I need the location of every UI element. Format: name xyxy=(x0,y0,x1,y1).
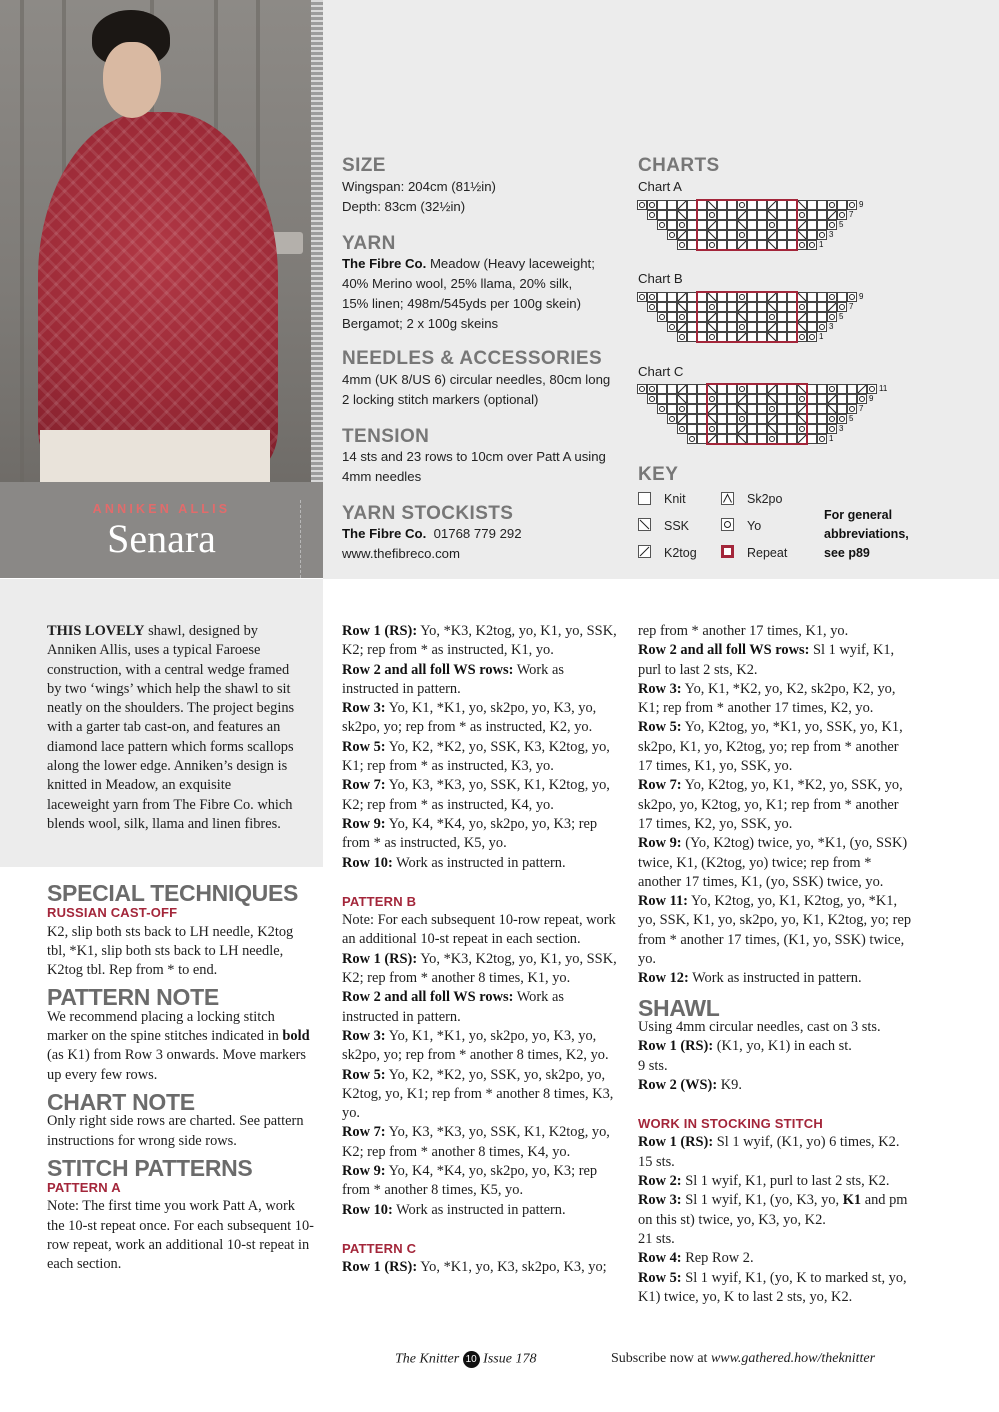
chart-row-number: 3 xyxy=(829,230,834,239)
chart-cell xyxy=(797,210,807,220)
pattern-row: Row 1 (RS): Yo, *K3, K2tog, yo, K1, yo, SSK, K2; rep from * another 8 times, K1, yo. xyxy=(342,950,617,987)
chart-cell xyxy=(647,302,657,312)
yo-icon xyxy=(721,518,734,531)
chart-cell xyxy=(687,404,697,414)
key-yo: Yo xyxy=(747,519,762,533)
chart-cell xyxy=(817,200,827,210)
chart-row-number: 7 xyxy=(849,302,854,311)
tension-heading: TENSION xyxy=(342,426,430,447)
chart-cell xyxy=(797,200,807,210)
chart-cell xyxy=(667,210,677,220)
col1: SPECIAL TECHNIQUES RUSSIAN CAST-OFF K2, slip both sts back to LH needle, K2tog tbl, *K1, slip both sts back to LH needle, K2tog tbl. Rep from * to end. PATTERN NOTE We recommend placing a locking stitch marker on the spine stitches indicated in bold (as K1) from Row 3 onwards. Move markers up every few rows. CHART NOTE Only right side rows are charted. See pattern instructions for wrong side rows. STITCH PATTERNS PATTERN A Note: The first time you work Patt A, work the 10-st repeat once. For each subsequent 10-row repeat, work an additional 10-st repeat in each section. xyxy=(47,880,314,1273)
chart-row-number: 3 xyxy=(839,424,844,433)
page-number: 10 xyxy=(463,1351,480,1368)
chart-cell xyxy=(807,434,817,444)
chart-cell xyxy=(837,394,847,404)
chart-cell xyxy=(827,302,837,312)
chart-cell xyxy=(817,394,827,404)
chart-cell xyxy=(667,200,677,210)
chart-cell xyxy=(677,302,687,312)
sk2po-icon xyxy=(721,492,734,505)
key-ssk: SSK xyxy=(664,519,690,533)
chart-cell xyxy=(667,230,677,240)
pattern-b-sub: PATTERN B xyxy=(342,893,417,909)
chart-note-heading: CHART NOTE xyxy=(47,1088,195,1115)
chart-cell xyxy=(837,384,847,394)
chart-cell xyxy=(667,394,677,404)
size-info: Wingspan: 204cm (81½in) Depth: 83cm (32½in) xyxy=(342,179,496,214)
chart-cell xyxy=(677,424,687,434)
chart-cell xyxy=(647,200,657,210)
chart-cell xyxy=(827,384,837,394)
chart-cell xyxy=(677,332,687,342)
chart-cell xyxy=(807,322,817,332)
chart-cell xyxy=(687,434,697,444)
chart-cell xyxy=(827,200,837,210)
chart-cell xyxy=(857,394,867,404)
chart-cell xyxy=(807,394,817,404)
chart-cell xyxy=(817,210,827,220)
chart-cell xyxy=(817,424,827,434)
pattern-row: Row 9: (Yo, K2tog) twice, yo, *K1, (yo, SSK) twice, K1, (K2tog, yo) twice; rep from * another 17 times, K1, (yo, SSK) twice, yo. xyxy=(638,835,908,890)
chart-cell xyxy=(827,312,837,322)
chart-cell xyxy=(667,312,677,322)
chart-cell xyxy=(837,414,847,424)
chart-cell xyxy=(667,384,677,394)
chart-cell xyxy=(827,404,837,414)
size-heading: SIZE xyxy=(342,155,386,176)
pattern-note-heading: PATTERN NOTE xyxy=(47,984,219,1011)
chart-row-number: 5 xyxy=(839,312,844,321)
model-photo xyxy=(0,0,323,482)
chart-cell xyxy=(677,394,687,404)
chart-cell xyxy=(807,404,817,414)
special-heading: SPECIAL TECHNIQUES xyxy=(47,880,299,906)
chart-cell xyxy=(817,312,827,322)
chart-cell xyxy=(657,302,667,312)
chart-cell xyxy=(657,384,667,394)
chart-cell xyxy=(847,200,857,210)
chart-cell xyxy=(817,404,827,414)
shawl-heading: SHAWL xyxy=(638,994,720,1021)
pattern-row: Row 2 and all foll WS rows: Work as instructed in pattern. xyxy=(342,661,564,697)
chart-cell xyxy=(807,312,817,322)
chart-row-number: 9 xyxy=(869,394,874,403)
key-heading: KEY xyxy=(638,464,679,485)
repeat-box xyxy=(706,383,808,445)
chart-cell xyxy=(867,384,877,394)
chart-row-number: 7 xyxy=(859,404,864,413)
chart-cell xyxy=(797,302,807,312)
pattern-row: Row 10: Work as instructed in pattern. xyxy=(342,1201,566,1218)
needles-heading: NEEDLES & ACCESSORIES xyxy=(342,348,603,369)
key-repeat: Repeat xyxy=(747,546,788,560)
pattern-row: Row 11: Yo, K2tog, yo, K1, K2tog, yo, *K1, yo, SSK, K1, yo, sk2po, yo, K1, K2tog, yo; rep from * another 17 times, (K1, yo, SSK) twice, yo. xyxy=(638,893,912,968)
key-sk2po: Sk2po xyxy=(747,492,783,506)
chart-cell xyxy=(667,220,677,230)
chart-cell xyxy=(817,292,827,302)
chart-cell xyxy=(677,200,687,210)
chart-a-label: Chart A xyxy=(638,179,682,194)
footer-subscribe: Subscribe now at www.gathered.how/theknitter xyxy=(611,1351,876,1366)
chart-cell xyxy=(807,384,817,394)
k2tog-icon xyxy=(638,545,651,558)
chart-cell xyxy=(797,240,807,250)
pattern-row: Row 1 (RS): Yo, *K3, K2tog, yo, K1, yo, SSK, K2; rep from * as instructed, K1, yo. xyxy=(342,623,617,659)
chart-cell xyxy=(857,384,867,394)
chart-cell xyxy=(817,414,827,424)
chart-b-label: Chart B xyxy=(638,271,683,286)
chart-cell xyxy=(657,200,667,210)
chart-cell xyxy=(667,322,677,332)
chart-row-number: 1 xyxy=(819,240,824,249)
chart-row-number: 7 xyxy=(849,210,854,219)
chart-cell xyxy=(687,414,697,424)
subscribe-link[interactable]: www.gathered.how/theknitter xyxy=(710,1351,876,1366)
chart-cell xyxy=(677,240,687,250)
chart-cell xyxy=(667,302,677,312)
chart-cell xyxy=(797,230,807,240)
col2: Row 1 (RS): Yo, *K3, K2tog, yo, K1, yo, SSK, K2; rep from * as instructed, K1, yo. Row 2 and all foll WS rows: Work as instructed in pattern. Row 3: Yo, K1, *K1, yo, sk2po, yo, K3, yo, sk2po, yo; rep from * as instructed, K2, yo. Row 5: Yo, K2, *K2, yo, SSK, K3, K2tog, yo, K1; rep from * as instructed, K3, yo. Row 7: Yo, K3, *K3, yo, SSK, K1, K2tog, yo, K2; rep from * as instructed, K4, yo. Row 9: Yo, K4, *K4, yo, sk2po, yo, K3; rep from * as instructed, K5, yo. Row 10: Work as instructed in pattern. PATTERN B Note: For each subsequent 10-row repeat, work an additional 10-st repeat in each section. Row 1 (RS): Yo, *K3, K2tog, yo, K1, yo, SSK, K2; rep from * another 8 times, K1, yo. Row 2 and all foll WS rows: Work as instructed in pattern. Row 3: Yo, K1, *K1, yo, sk2po, yo, K3, yo, sk2po, yo; rep from * another 8 times, K2, yo. Row 5: Yo, K2, *K2, yo, SSK, yo, sk2po, yo, K2tog, yo, K1; rep from * another 8 times, K3, yo. Row 7: Yo, K3, *K3, yo, SSK, K1, K2tog, yo, K2; rep from * another 8 times, K4, yo. Row 9: Yo, K4, *K4, yo, sk2po, yo, K3; rep from * another 8 times, K5, yo. Row 10: Work as instructed in pattern. PATTERN C Row 1 (RS): Yo, *K1, yo, K3, sk2po, K3, yo; xyxy=(342,623,617,1276)
chart-cell xyxy=(837,292,847,302)
pattern-row: Row 9: Yo, K4, *K4, yo, sk2po, yo, K3; rep from * another 8 times, K5, yo. xyxy=(342,1163,598,1199)
chart-cell xyxy=(677,312,687,322)
chart-cell xyxy=(827,414,837,424)
chart-cell xyxy=(677,220,687,230)
chart-cell xyxy=(657,210,667,220)
ssk-icon xyxy=(638,518,651,531)
repeat-icon xyxy=(721,545,734,558)
stockists-heading: YARN STOCKISTS xyxy=(342,503,514,524)
pattern-row: Row 5: Yo, K2, *K2, yo, SSK, K3, K2tog, yo, K1; rep from * as instructed, K3, yo. xyxy=(342,738,610,775)
pattern-row: Row 2 and all foll WS rows: Work as instructed in pattern. xyxy=(342,989,564,1025)
chart-cell xyxy=(797,332,807,342)
chart-cell xyxy=(657,404,667,414)
chart-cell xyxy=(827,424,837,434)
chart-cell xyxy=(677,384,687,394)
chart-cell xyxy=(807,292,817,302)
chart-row-number: 5 xyxy=(849,414,854,423)
pattern-row: Row 3: Yo, K1, *K2, yo, K2, sk2po, K2, yo, K1; rep from * another 17 times, K2, yo. xyxy=(638,680,896,717)
pattern-row: Row 12: Work as instructed in pattern. xyxy=(638,970,862,987)
chart-c xyxy=(637,384,887,450)
chart-cell xyxy=(677,414,687,424)
chart-cell xyxy=(837,302,847,312)
chart-cell xyxy=(837,210,847,220)
chart-cell xyxy=(827,292,837,302)
pattern-row: Row 2 and all foll WS rows: Sl 1 wyif, K1, purl to last 2 sts, K2. xyxy=(638,642,895,678)
chart-cell xyxy=(817,302,827,312)
chart-row-number: 5 xyxy=(839,220,844,229)
chart-cell xyxy=(847,404,857,414)
chart-a xyxy=(637,200,864,255)
tension-info: 14 sts and 23 rows to 10cm over Patt A using 4mm needles xyxy=(342,449,606,484)
chart-cell xyxy=(677,230,687,240)
chart-row-number: 3 xyxy=(829,322,834,331)
pattern-row: Row 5: Yo, K2, *K2, yo, SSK, yo, sk2po, yo, K2tog, yo, K1; rep from * another 8 times, K3, yo. xyxy=(342,1066,614,1122)
pattern-row: Row 7: Yo, K3, *K3, yo, SSK, K1, K2tog, yo, K2; rep from * another 8 times, K4, yo. xyxy=(342,1124,610,1160)
chart-cell xyxy=(817,230,827,240)
intro-text: THIS LOVELY shawl, designed by Anniken Allis, uses a typical Faroese construction, with a central wedge framed by two ‘wings’ which help the shawl to sit neatly on the shoulders. The project begins with a garter tab cast-on, and features an diamond lace pattern which forms scallops along the lower edge. Anniken’s design is knitted in Meadow, an exquisite laceweight yarn from The Fibre Co. which blends wool, silk, llama and linen fibres. xyxy=(47,623,295,832)
pattern-row: Row 3: Yo, K1, *K1, yo, sk2po, yo, K3, yo, sk2po, yo; rep from * another 8 times, K2, yo. xyxy=(342,1027,609,1064)
chart-cell xyxy=(817,384,827,394)
chart-cell xyxy=(807,332,817,342)
stockists-info: The Fibre Co. 01768 779 292 www.thefibreco.com xyxy=(342,526,522,561)
chart-cell xyxy=(647,394,657,404)
chart-cell xyxy=(647,210,657,220)
pattern-title: Senara xyxy=(107,516,216,561)
chart-cell xyxy=(847,384,857,394)
key-k2tog: K2tog xyxy=(664,546,697,560)
chart-cell xyxy=(827,394,837,404)
chart-cell xyxy=(797,322,807,332)
chart-cell xyxy=(687,424,697,434)
chart-cell xyxy=(657,220,667,230)
chart-cell xyxy=(807,240,817,250)
chart-cell xyxy=(637,384,647,394)
stocking-sub: WORK IN STOCKING STITCH xyxy=(638,1116,823,1132)
chart-cell xyxy=(807,424,817,434)
chart-row-number: 1 xyxy=(819,332,824,341)
chart-cell xyxy=(687,384,697,394)
chart-cell xyxy=(807,230,817,240)
pattern-a-sub: PATTERN A xyxy=(47,1180,121,1196)
chart-cell xyxy=(807,302,817,312)
chart-cell xyxy=(657,312,667,322)
chart-cell xyxy=(807,200,817,210)
chart-cell xyxy=(657,292,667,302)
chart-cell xyxy=(797,220,807,230)
chart-cell xyxy=(677,292,687,302)
russian-castoff-sub: RUSSIAN CAST-OFF xyxy=(47,905,178,921)
chart-cell xyxy=(847,394,857,404)
chart-cell xyxy=(667,292,677,302)
chart-cell xyxy=(817,220,827,230)
chart-cell xyxy=(677,210,687,220)
charts-heading: CHARTS xyxy=(638,155,720,176)
footer-mag: The Knitter 10 Issue 178 xyxy=(395,1351,537,1367)
pattern-row: Row 9: Yo, K4, *K4, yo, sk2po, yo, K3; rep from * as instructed, K5, yo. xyxy=(342,815,598,852)
col3: rep from * another 17 times, K1, yo. Row 2 and all foll WS rows: Sl 1 wyif, K1, purl to last 2 sts, K2. Row 3: Yo, K1, *K2, yo, K2, sk2po, K2, yo, K1; rep from * another 17 times, K2, yo. Row 5: Yo, K2tog, yo, *K1, yo, SSK, yo, K1, sk2po, K1, yo, K2tog, yo; rep from * another 17 times, K1, yo, SSK, yo. Row 7: Yo, K2tog, yo, K1, *K2, yo, SSK, yo, sk2po, yo, K2tog, yo, K1; rep from * another 17 times, K2, yo, SSK, yo. Row 9: (Yo, K2tog) twice, yo, *K1, (yo, SSK) twice, K1, (K2tog, yo) twice; rep from * another 17 times, K1, (yo, SSK) twice, yo. Row 11: Yo, K2tog, yo, K1, K2tog, yo, *K1, yo, SSK, K1, yo, sk2po, yo, K1, K2tog, yo; rep from * another 17 times, (K1, yo, SSK) twice, yo. Row 12: Work as instructed in pattern. SHAWL Using 4mm circular needles, cast on 3 sts. Row 1 (RS): (K1, yo, K1) in each st. 9 sts. Row 2 (WS): K9. WORK IN STOCKING STITCH Row 1 (RS): Sl 1 wyif, (K1, yo) 6 times, K2. 15 sts. Row 2: Sl 1 wyif, K1, purl to last 2 sts, K2. Row 3: Sl 1 wyif, K1, (yo, K3, yo, K1 and pm on this st) twice, yo, K3, yo, K2. 21 sts. Row 4: Rep Row 2. Row 5: Sl 1 wyif, K1, (yo, K to marked st, yo, K1) twice, yo, K to last 2 sts, yo, K2. xyxy=(638,622,916,1307)
pattern-c-sub: PATTERN C xyxy=(342,1240,417,1256)
chart-cell xyxy=(637,200,647,210)
chart-row-number: 1 xyxy=(829,434,834,443)
chart-cell xyxy=(807,414,817,424)
pattern-row: Row 3: Yo, K1, *K1, yo, sk2po, yo, K3, yo, sk2po, yo; rep from * as instructed, K2, yo. xyxy=(342,700,597,736)
chart-cell xyxy=(837,404,847,414)
yarn-info: The Fibre Co. Meadow (Heavy laceweight; 40% Merino wool, 25% llama, 20% silk, 15% linen; 498m/545yds per 100g skein) Bergamot; 2 x 100g skeins xyxy=(342,256,595,331)
chart-c-label: Chart C xyxy=(638,364,684,379)
chart-cell xyxy=(677,322,687,332)
chart-cell xyxy=(637,292,647,302)
chart-cell xyxy=(657,394,667,404)
chart-cell xyxy=(667,404,677,414)
chart-cell xyxy=(687,394,697,404)
chart-cell xyxy=(677,404,687,414)
chart-row-number: 11 xyxy=(879,384,888,393)
pattern-row: Row 5: Yo, K2tog, yo, *K1, yo, SSK, yo, K1, sk2po, K1, yo, K2tog, yo; rep from * another 17 times, K1, yo, SSK, yo. xyxy=(638,719,903,775)
chart-cell xyxy=(817,322,827,332)
chart-b xyxy=(637,292,864,347)
chart-row-number: 9 xyxy=(859,292,864,301)
pattern-row: Row 7: Yo, K2tog, yo, K1, *K2, yo, SSK, yo, sk2po, yo, K2tog, yo, K1; rep from * another 17 times, K2, yo, SSK, yo. xyxy=(638,777,903,832)
abbreviations-note: For general abbreviations, see p89 xyxy=(824,508,909,560)
repeat-box xyxy=(696,199,798,251)
chart-cell xyxy=(797,312,807,322)
chart-cell xyxy=(667,414,677,424)
knit-icon xyxy=(638,492,651,505)
chart-cell xyxy=(837,200,847,210)
chart-cell xyxy=(647,292,657,302)
chart-cell xyxy=(807,220,817,230)
designer-name: ANNIKEN ALLIS xyxy=(92,502,231,516)
stitch-patterns-heading: STITCH PATTERNS xyxy=(47,1154,253,1181)
chart-cell xyxy=(647,384,657,394)
chart-cell xyxy=(797,292,807,302)
needles-info: 4mm (UK 8/US 6) circular needles, 80cm long 2 locking stitch markers (optional) xyxy=(342,372,611,407)
pattern-row: Row 7: Yo, K3, *K3, yo, SSK, K1, K2tog, yo, K2; rep from * as instructed, K4, yo. xyxy=(342,777,610,813)
key-knit: Knit xyxy=(664,492,686,506)
chart-cell xyxy=(807,210,817,220)
repeat-box xyxy=(696,291,798,343)
chart-row-number: 9 xyxy=(859,200,864,209)
chart-cell xyxy=(817,434,827,444)
yarn-heading: YARN xyxy=(342,233,396,254)
chart-cell xyxy=(827,220,837,230)
chart-cell xyxy=(827,210,837,220)
chart-cell xyxy=(847,292,857,302)
pattern-row: Row 10: Work as instructed in pattern. xyxy=(342,854,566,871)
